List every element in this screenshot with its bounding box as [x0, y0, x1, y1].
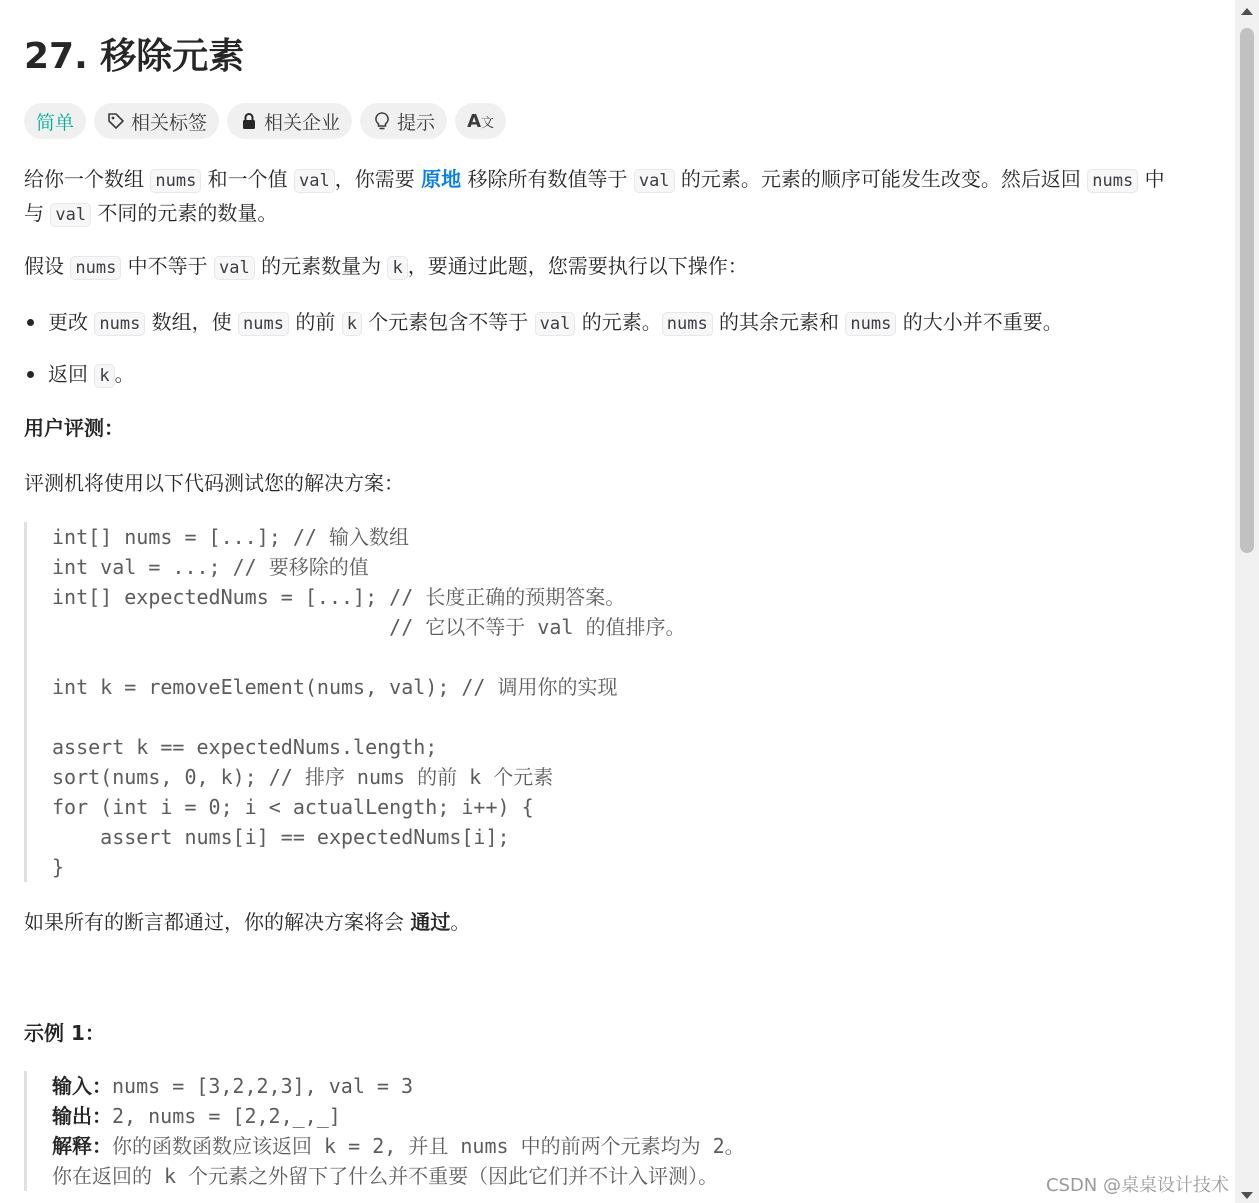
- vertical-scrollbar[interactable]: [1235, 0, 1259, 1203]
- translate-icon: A文: [467, 110, 495, 132]
- description-paragraph-1: 给你一个数组 nums 和一个值 val ，你需要 原地 移除所有数值等于 val 的元素。元素的顺序可能发生改变。然后返回 nums 中 与 val 不同的元素的数量。: [24, 167, 1165, 225]
- example-1-heading: 示例 1：: [24, 1021, 105, 1045]
- judge-text: 评测机将使用以下代码测试您的解决方案：: [24, 471, 404, 495]
- judge-heading: 用户评测：: [24, 416, 124, 440]
- hint-label: 提示: [397, 111, 436, 134]
- pass-paragraph: 如果所有的断言都通过，你的解决方案将会 通过。: [24, 910, 471, 934]
- scroll-down-arrow-icon[interactable]: [1241, 1192, 1253, 1199]
- requirements-list: [24, 306, 1063, 392]
- scrollbar-thumb[interactable]: [1240, 28, 1254, 553]
- difficulty-badge: 简单: [24, 103, 86, 139]
- list-item: 更改 nums 数组，使 nums 的前 k 个元素包含不等于 val 的元素。 nums 的其余元素和 nums 的大小并不重要。: [24, 306, 1063, 340]
- code-line: sort(nums, 0, k); // 排序 nums 的前 k 个元素: [52, 765, 554, 789]
- watermark: CSDN @桌桌设计技术: [1045, 1175, 1229, 1196]
- tag-icon: [106, 111, 126, 131]
- code-line: int k = removeElement(nums, val); // 调用你的实现: [52, 675, 618, 699]
- problem-tags-row: [24, 103, 506, 139]
- example-input-line: 输入：nums = [3,2,2,3], val = 3: [52, 1074, 414, 1098]
- hint-button[interactable]: [360, 103, 447, 139]
- related-tags-button[interactable]: [94, 103, 219, 139]
- example-output-line: 输出：2, nums = [2,2,_,_]: [52, 1104, 341, 1128]
- lightbulb-icon: [372, 111, 392, 131]
- code-line: assert nums[i] == expectedNums[i];: [52, 825, 510, 849]
- code-line: int val = ...; // 要移除的值: [52, 555, 369, 579]
- related-companies-button[interactable]: [227, 103, 352, 139]
- code-line: [52, 642, 685, 672]
- judge-code-block: [24, 522, 685, 882]
- translate-button[interactable]: [455, 103, 506, 139]
- code-line: int[] nums = [...]; // 输入数组: [52, 525, 409, 549]
- description-paragraph-2: 假设 nums 中不等于 val 的元素数量为 k ，要通过此题，您需要执行以下操作：: [24, 254, 748, 278]
- example-1-block: [24, 1071, 745, 1191]
- code-line: }: [52, 855, 65, 879]
- scroll-up-arrow-icon[interactable]: [1241, 8, 1253, 15]
- code-line: [52, 702, 685, 732]
- code-line: assert k == expectedNums.length;: [52, 735, 438, 759]
- code-line: int[] expectedNums = [...]; // 长度正确的预期答案。: [52, 585, 626, 609]
- related-companies-label: 相关企业: [264, 111, 341, 134]
- list-item: 返回 k 。: [24, 358, 1063, 392]
- lock-icon: [239, 111, 259, 131]
- example-explanation-more: 你在返回的 k 个元素之外留下了什么并不重要（因此它们并不计入评测）。: [52, 1164, 719, 1188]
- code-line: for (int i = 0; i < actualLength; i++) {: [52, 795, 534, 819]
- page-title: 27. 移除元素: [24, 36, 245, 77]
- example-explanation-line: 解释：你的函数函数应该返回 k = 2, 并且 nums 中的前两个元素均为 2。: [52, 1134, 745, 1158]
- related-tags-label: 相关标签: [131, 111, 208, 134]
- code-line: // 它以不等于 val 的值排序。: [52, 615, 686, 639]
